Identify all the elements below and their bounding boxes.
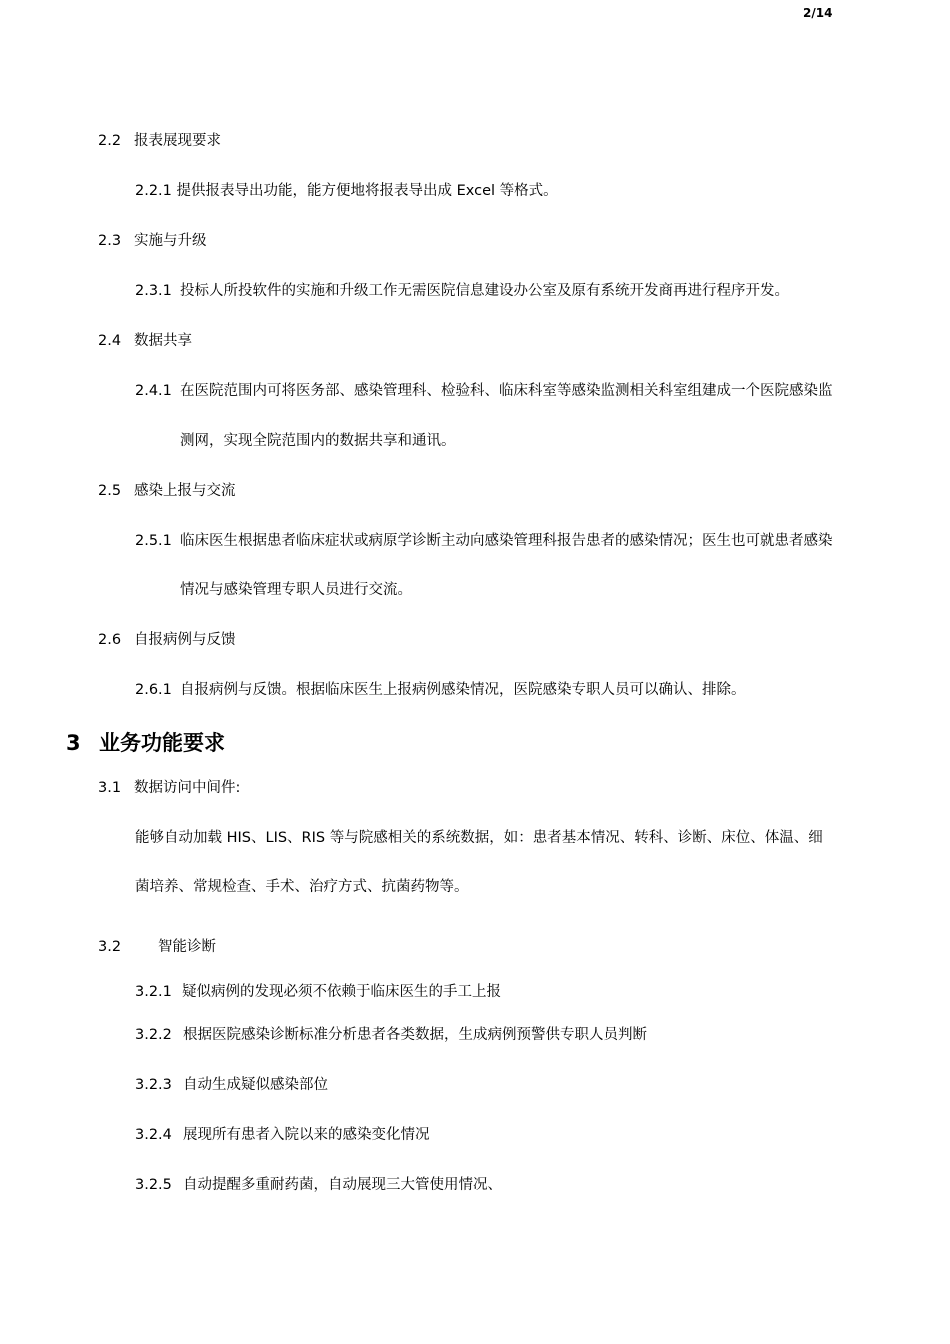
section-text: 投标人所投软件的实施和升级工作无需医院信息建设办公室及原有系统开发商再进行程序开发。 (180, 283, 789, 299)
section-number: 2.6.1 (135, 682, 172, 698)
paragraph-2-4-1 (135, 381, 833, 401)
heading-2-3 (98, 231, 207, 251)
section-text: 自报病例与反馈。根据临床医生上报病例感染情况，医院感染专职人员可以确认、排除。 (180, 682, 746, 698)
paragraph-2-5-1-cont: 情况与感染管理专职人员进行交流。 (180, 582, 412, 598)
page-number: 2/14 (803, 6, 833, 20)
section-number: 3.1 (98, 780, 122, 796)
section-title: 数据访问中间件: (134, 780, 241, 796)
paragraph-3-1-body-cont: 菌培养、常规检查、手术、治疗方式、抗菌药物等。 (135, 879, 469, 895)
section-number: 3.2.1 (135, 984, 172, 1000)
section-text: 展现所有患者入院以来的感染变化情况 (183, 1127, 430, 1143)
item-3-2-3 (135, 1075, 328, 1095)
heading-3-2 (98, 937, 216, 957)
section-title: 实施与升级 (134, 233, 207, 249)
paragraph-2-3-1 (135, 281, 789, 301)
section-number: 3 (66, 731, 81, 755)
paragraph-2-4-1-cont: 测网，实现全院范围内的数据共享和通讯。 (180, 433, 456, 449)
item-3-2-1 (135, 982, 501, 1002)
section-number: 3.2.4 (135, 1127, 172, 1143)
section-number: 2.5.1 (135, 533, 172, 549)
section-number: 2.4 (98, 333, 122, 349)
section-number: 2.4.1 (135, 383, 172, 399)
section-title: 业务功能要求 (99, 731, 225, 755)
paragraph-2-6-1 (135, 680, 746, 700)
paragraph-2-2-1: 2.2.1 提供报表导出功能，能方便地将报表导出成 Excel 等格式。 (135, 183, 558, 199)
section-number: 2.3 (98, 233, 122, 249)
heading-2-2 (98, 131, 221, 151)
heading-3 (66, 729, 225, 757)
section-text: 疑似病例的发现必须不依赖于临床医生的手工上报 (182, 984, 501, 1000)
section-text: 根据医院感染诊断标准分析患者各类数据，生成病例预警供专职人员判断 (183, 1027, 647, 1043)
section-text: 临床医生根据患者临床症状或病原学诊断主动向感染管理科报告患者的感染情况；医生也可就患者感染 (180, 533, 833, 549)
section-text: 自动提醒多重耐药菌，自动展现三大管使用情况、 (183, 1177, 502, 1193)
heading-2-4 (98, 331, 192, 351)
paragraph-3-1-body: 能够自动加载 HIS、LIS、RIS 等与院感相关的系统数据，如：患者基本情况、转科、诊断、床位、体温、细 (135, 830, 823, 846)
section-text: 自动生成疑似感染部位 (183, 1077, 328, 1093)
section-title: 自报病例与反馈 (134, 632, 236, 648)
section-text: 在医院范围内可将医务部、感染管理科、检验科、临床科室等感染监测相关科室组建成一个医院感染监 (180, 383, 833, 399)
heading-3-1 (98, 778, 240, 798)
section-number: 3.2.5 (135, 1177, 172, 1193)
section-number: 3.2.2 (135, 1027, 172, 1043)
item-3-2-4 (135, 1125, 430, 1145)
section-title: 报表展现要求 (134, 133, 221, 149)
section-number: 3.2.3 (135, 1077, 172, 1093)
item-3-2-5 (135, 1175, 502, 1195)
section-title: 感染上报与交流 (134, 483, 236, 499)
section-number: 2.3.1 (135, 283, 172, 299)
item-3-2-2 (135, 1025, 647, 1045)
section-title: 数据共享 (134, 333, 192, 349)
heading-2-6 (98, 630, 236, 650)
section-number: 2.5 (98, 483, 122, 499)
section-number: 2.2 (98, 133, 122, 149)
heading-2-5 (98, 481, 236, 501)
paragraph-2-5-1 (135, 531, 833, 551)
section-number: 2.6 (98, 632, 122, 648)
section-number: 3.2 (98, 939, 122, 955)
section-title: 智能诊断 (158, 939, 216, 955)
